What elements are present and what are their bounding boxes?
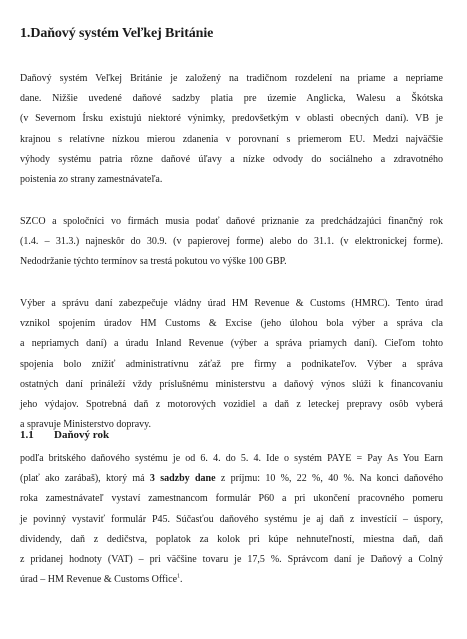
subsection-heading xyxy=(20,429,109,441)
paragraph-hmrc xyxy=(20,294,443,435)
paragraph-line: (v Severnom Írsku existujú niektoré výnimky, predovšetkým v oblasti obecných daní). VB je xyxy=(20,113,443,125)
paragraph-line: Nedodržanie týchto termínov sa trestá pokutou vo výške 100 GBP. xyxy=(20,256,287,268)
subsection-title: Daňový rok xyxy=(54,429,110,441)
paragraph-line: dividendy, daň z dedičstva, poplatok za kolok pri kúpe nehnuteľností, miestna daň, daň xyxy=(20,533,443,545)
section-heading xyxy=(20,26,213,42)
paragraph-line: podľa britského daňového systému je od 6. 4. do 5. 4. Ide o systém PAYE = Pay As You Earn xyxy=(20,453,443,464)
paragraph-line: SZCO a spoločníci vo firmách musia podať daňové priznanie za predchádzajúci finančný rok xyxy=(20,216,443,227)
paragraph-line: krajnou s relatívne nízkou mierou zdanenia v porovnaní s priemerom EU. Medzi najväčšie xyxy=(20,133,443,145)
bold-tax-rates: 3 sadzby dane xyxy=(149,473,216,485)
paragraph-line: z pridanej hodnoty (VAT) – pri väčšine tovaru je 17,5 %. Správcom daní je Daňový a Colný xyxy=(20,553,443,565)
paragraph-deadlines xyxy=(20,212,443,273)
paragraph-line: a spravuje Ministerstvo dopravy. xyxy=(20,419,151,431)
paragraph-intro xyxy=(20,69,443,190)
paragraph-line: jeho výdajov. Spotrebná daň z motorových vozidiel a daň z leteckej prepravy osôb vyberá xyxy=(20,398,443,410)
paragraph-line xyxy=(20,469,443,489)
text-run: úrad – HM Revenue & Customs Office xyxy=(20,574,178,586)
section-number: 1. xyxy=(20,26,31,41)
paragraph-line: a nepriamych daní) a úradu Inland Revenue (výber a správa priamych daní). Cieľom tohto xyxy=(20,338,443,350)
paragraph-line: výhody systému patria rôzne daňové úľavy a nízke odvody do sociálneho a zdravotného xyxy=(20,153,443,165)
paragraph-line: ostatných daní prináleží vždy príslušnému ministerstvu a daňový výnos slúži k financovaniu xyxy=(20,378,443,390)
paragraph-tax-year xyxy=(20,449,443,590)
subsection-number: 1.1 xyxy=(20,429,34,441)
text-run: z príjmu: 10 %, 22 %, 40 %. Na konci daňového xyxy=(215,473,443,485)
footnote-reference[interactable]: 1 xyxy=(177,573,181,580)
paragraph-line: poistenia zo strany zamestnávateľa. xyxy=(20,173,163,185)
text-run: . xyxy=(180,574,183,586)
section-title: Daňový systém Veľkej Británie xyxy=(30,26,214,41)
paragraph-line: spojenia bolo znížiť administratívnu záťaž pre firmy a podnikateľov. Výber a správa xyxy=(20,358,443,370)
text-run: (plať ako zarábaš), ktorý má xyxy=(20,473,150,485)
paragraph-line: roka zamestnávateľ vystaví zamestnancom formulár P60 a pri ukončení pracovného pomeru xyxy=(20,493,443,505)
paragraph-line: dane. Nižšie uvedené daňové sadzby platia pre územie Anglicka, Walesu a Škótska xyxy=(20,93,443,105)
paragraph-line: je povinný vystaviť formulár P45. Súčasťou daňového systému je aj daň z investícií – úspory, xyxy=(20,513,443,525)
paragraph-line: Výber a správu daní zabezpečuje vládny úrad HM Revenue & Customs (HMRC). Tento úrad xyxy=(20,298,443,309)
paragraph-line: vznikol spojením úradov HM Customs & Excise (jeho úlohou bola výber a správa cla xyxy=(20,318,443,330)
paragraph-line: (1.4. – 31.3.) najneskôr do 30.9. (v papierovej forme) alebo do 31.1. (v elektronickej forme). xyxy=(20,236,443,248)
paragraph-line xyxy=(20,570,443,590)
paragraph-line: Daňový systém Veľkej Británie je založený na tradičnom rozdelení na priame a nepriame xyxy=(20,73,443,84)
